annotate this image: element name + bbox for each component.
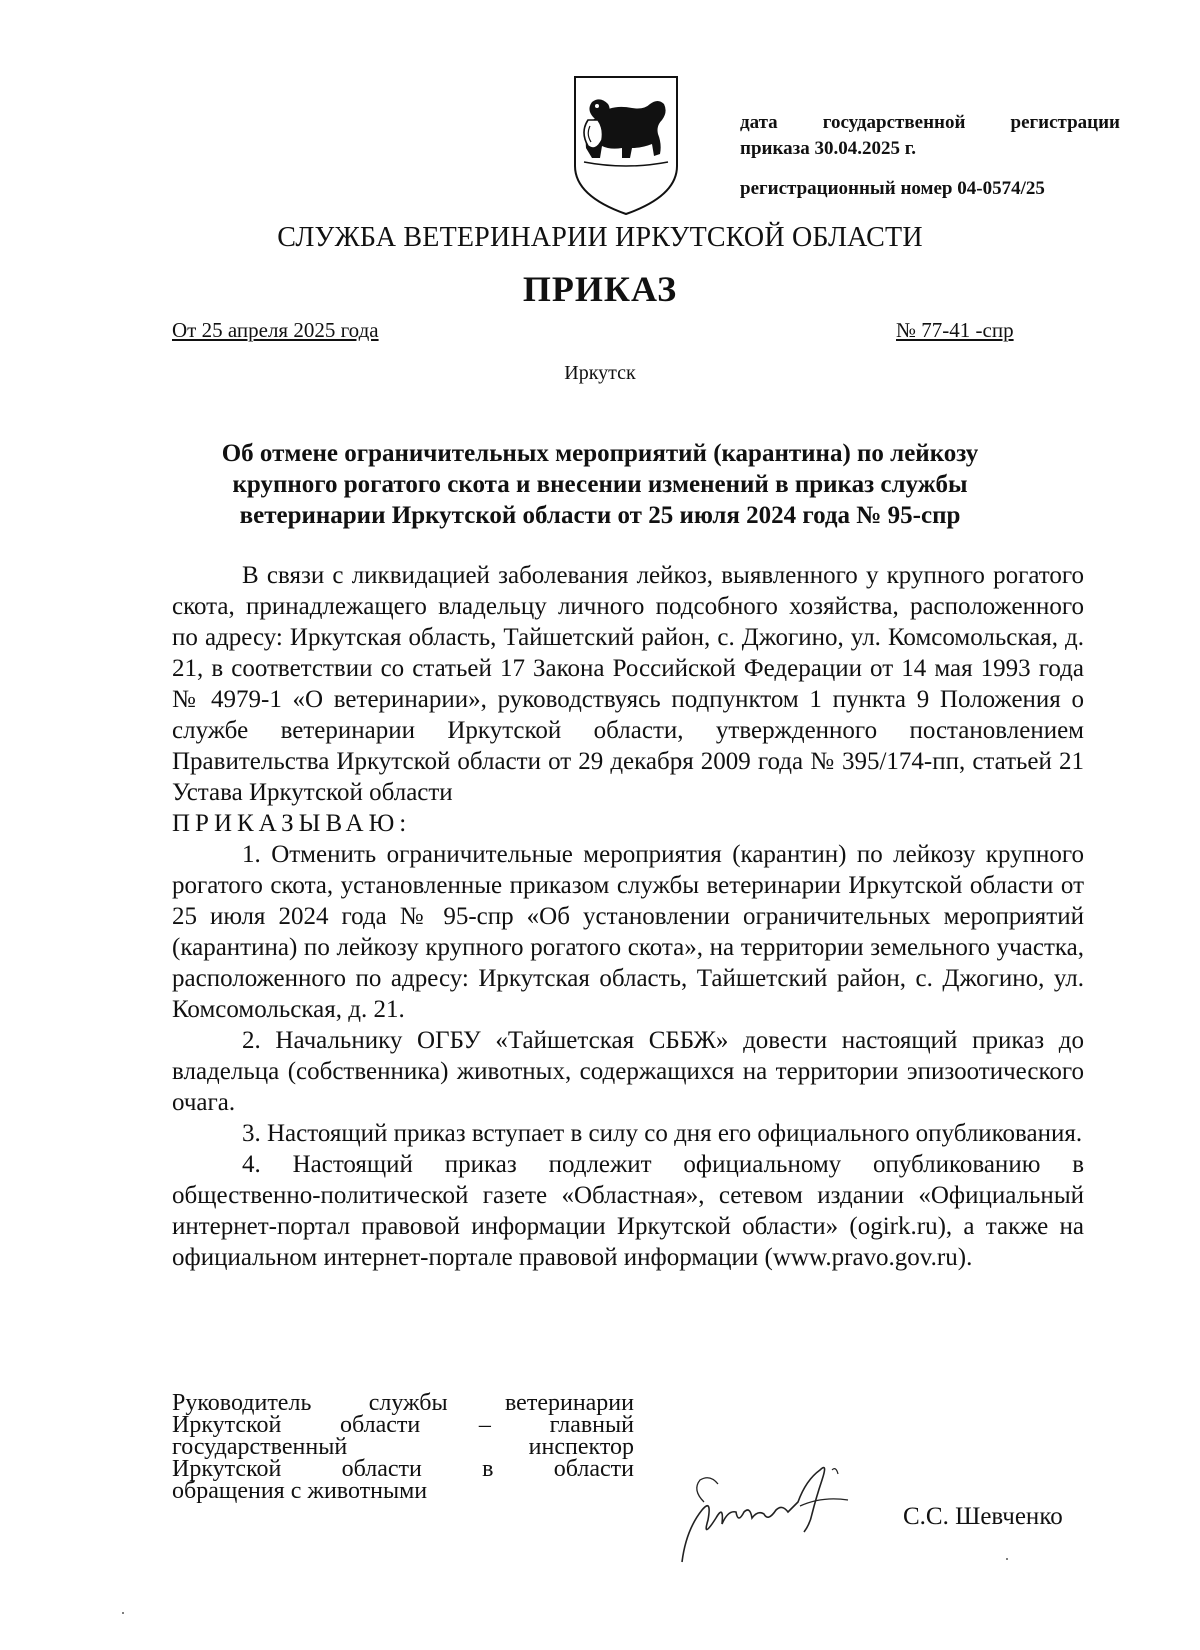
title-line: Об отмене ограничительных мероприятий (карантина) по лейкозу (221, 440, 979, 467)
registration-date: приказа 30.04.2025 г. (740, 138, 916, 159)
signer-position-line: Руководитель службы ветеринарии (172, 1390, 634, 1416)
scan-dot (1006, 1558, 1008, 1560)
order-date: От 25 апреля 2025 года (172, 318, 379, 342)
signature-icon (672, 1440, 892, 1570)
document-body (172, 560, 1084, 1273)
registration-info (740, 110, 1120, 202)
city: Иркутск (564, 362, 636, 384)
order-item: 3. Настоящий приказ вступает в силу со дня его официального опубликования. (242, 1120, 1083, 1147)
order-item: 2. Начальнику ОГБУ «Тайшетская СББЖ» довести настоящий приказ до владельца (собственника) животных, содержащихся на территории эпизоотического очага. (172, 1027, 1084, 1116)
signer-position-line: государственный инспектор (172, 1434, 634, 1460)
signer-position (172, 1392, 634, 1502)
order-item: 1. Отменить ограничительные мероприятия (карантин) по лейкозу крупного рогатого скота, установленные приказом службы ветеринарии Иркутской области от 25 июля 2024 года № 95-спр «Об установлении ограничительных мероприятий (карантина) по лейкозу крупного рогатого скота», на территории земельного участка, расположенного по адресу: Иркутская область, Тайшетский район, с. Джогино, ул. Комсомольская, д. 21. (172, 841, 1084, 1023)
signer-position-line: Иркутской области – главный (172, 1412, 634, 1438)
document-title (150, 438, 1050, 531)
order-word: ПРИКАЗЫВАЮ: (172, 810, 412, 837)
order-item: 4. Настоящий приказ подлежит официальному опубликованию в общественно-политической газете «Областная», сетевом издании «Официальный интернет-портал правовой информации Иркутской области» (ogirk.ru), а также на официальном интернет-портале правовой информации (www.pravo.gov.ru). (172, 1151, 1084, 1271)
title-line: ветеринарии Иркутской области от 25 июля 2024 года № 95-спр (239, 502, 961, 529)
agency-name: СЛУЖБА ВЕТЕРИНАРИИ ИРКУТСКОЙ ОБЛАСТИ (277, 222, 923, 253)
registration-date-label: дата государственной регистрации (740, 112, 1120, 133)
scan-dot (122, 1612, 124, 1614)
signer-position-line: Иркутской области в области (172, 1456, 634, 1482)
title-line: крупного рогатого скота и внесении изменений в приказ службы (232, 471, 968, 498)
coat-of-arms-icon (572, 74, 680, 216)
signer-position-line: обращения с животными (172, 1478, 428, 1504)
order-number: № 77-41 -спр (896, 318, 1014, 342)
registration-number: регистрационный номер 04-0574/25 (740, 178, 1045, 199)
signer-name: С.С. Шевченко (903, 1503, 1063, 1530)
preamble-paragraph: В связи с ликвидацией заболевания лейкоз, выявленного у крупного рогатого скота, принадлежащего владельцу личного подсобного хозяйства, расположенного по адресу: Иркутская область, Тайшетский район, с. Джогино, ул. Комсомольская, д. 21, в соответствии со статьей 17 Закона Российской Федерации от 14 мая 1993 года № 4979-1 «О ветеринарии», руководствуясь подпунктом 1 пункта 9 Положения о службе ветеринарии Иркутской области, утвержденного постановлением Правительства Иркутской области от 29 декабря 2009 года № 395/174-пп, статьей 21 Устава Иркутской области (172, 562, 1084, 806)
document-type: ПРИКАЗ (522, 269, 678, 309)
